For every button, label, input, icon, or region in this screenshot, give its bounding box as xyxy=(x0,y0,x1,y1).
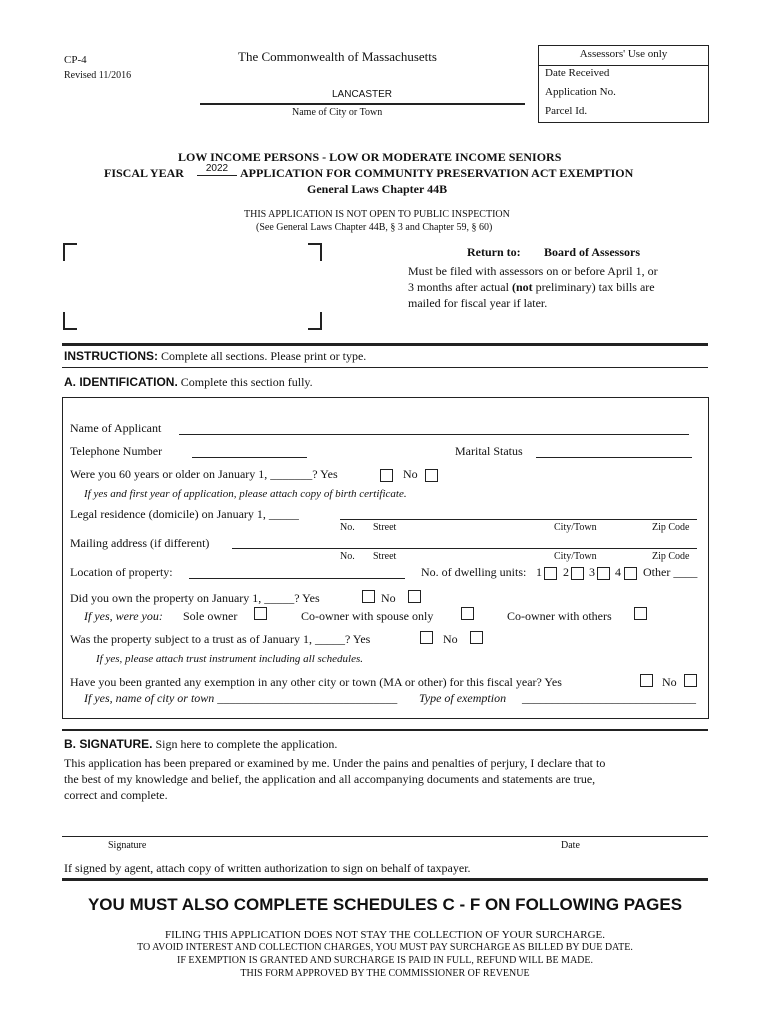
location-label: Location of property: xyxy=(70,565,173,579)
city-label: Name of City or Town xyxy=(292,107,383,118)
mail-addr-street-label: Street xyxy=(373,551,397,562)
exemption-no-label: No xyxy=(662,675,677,689)
mailing-address-field[interactable] xyxy=(232,548,697,549)
exemption-question: Have you been granted any exemption in any other city or town (MA or other) for this fiscal year? Yes xyxy=(70,675,562,689)
title-line-3: General Laws Chapter 44B xyxy=(307,182,448,196)
parcel-id-label: Parcel Id. xyxy=(545,105,588,117)
return-to-label: Return to: xyxy=(467,245,521,259)
unit-4-checkbox[interactable] xyxy=(624,567,637,580)
age-no-label: No xyxy=(403,467,418,481)
other-units-label: Other ____ xyxy=(643,565,698,579)
perjury-line-1: This application has been prepared or examined by me. Under the pains and penalties of perjury, I declare that to xyxy=(64,756,606,770)
name-of-applicant-field[interactable] xyxy=(179,434,689,435)
telephone-field[interactable] xyxy=(192,457,307,458)
age-yes-checkbox[interactable] xyxy=(380,469,393,482)
commonwealth-title: The Commonwealth of Massachusetts xyxy=(238,49,437,64)
notice-line-2: (See General Laws Chapter 44B, § 3 and Chapter 59, § 60) xyxy=(256,222,493,233)
trust-no-label: No xyxy=(443,632,458,646)
telephone-label: Telephone Number xyxy=(70,444,163,458)
footer-line-4: THIS FORM APPROVED BY THE COMMISSIONER OF REVENUE xyxy=(240,968,530,979)
schedules-notice: YOU MUST ALSO COMPLETE SCHEDULES C - F ON FOLLOWING PAGES xyxy=(87,895,683,914)
return-line-1: Must be filed with assessors on or before April 1, or xyxy=(408,264,658,278)
instructions-rule-top xyxy=(62,343,708,346)
assessors-use-box xyxy=(538,45,709,123)
sole-owner-checkbox[interactable] xyxy=(254,607,267,620)
footer-rule xyxy=(62,878,708,881)
mail-addr-no-label: No. xyxy=(340,551,355,562)
co-owner-others-checkbox[interactable] xyxy=(634,607,647,620)
co-owner-spouse-label: Co-owner with spouse only xyxy=(301,609,434,623)
signature-label: Signature xyxy=(108,840,147,851)
co-owner-others-label: Co-owner with others xyxy=(507,609,612,623)
age-question: Were you 60 years or older on January 1, _______? Yes xyxy=(70,467,338,481)
unit-4-label: 4 xyxy=(615,565,621,579)
legal-addr-no-label: No. xyxy=(340,522,355,533)
city-field-value[interactable]: LANCASTER xyxy=(332,89,393,100)
footer-line-1: FILING THIS APPLICATION DOES NOT STAY THE COLLECTION OF YOUR SURCHARGE. xyxy=(164,929,606,941)
section-b-heading: B. SIGNATURE. Sign here to complete the application. xyxy=(64,737,338,751)
agent-note: If signed by agent, attach copy of written authorization to sign on behalf of taxpayer. xyxy=(64,861,471,875)
unit-3-checkbox[interactable] xyxy=(597,567,610,580)
own-question: Did you own the property on January 1, _____? Yes xyxy=(70,591,320,605)
co-owner-spouse-checkbox[interactable] xyxy=(461,607,474,620)
location-field[interactable] xyxy=(189,578,405,579)
if-yes-were-you: If yes, were you: xyxy=(84,609,163,623)
section-a-heading: A. IDENTIFICATION. Complete this section fully. xyxy=(64,375,313,389)
unit-1-checkbox[interactable] xyxy=(544,567,557,580)
own-yes-checkbox[interactable] xyxy=(362,590,375,603)
form-id: CP-4 xyxy=(64,54,87,66)
unit-3-label: 3 xyxy=(589,565,595,579)
mail-addr-zip-label: Zip Code xyxy=(652,551,690,562)
fiscal-year-label: FISCAL YEAR xyxy=(104,166,184,180)
instructions-rule-bottom xyxy=(62,367,708,368)
legal-addr-zip-label: Zip Code xyxy=(652,522,690,533)
date-received-label: Date Received xyxy=(545,67,610,79)
return-line-3: mailed for fiscal year if later. xyxy=(408,296,548,310)
type-of-exemption-field[interactable]: _____________________________ xyxy=(522,691,696,705)
footer-line-2: TO AVOID INTEREST AND COLLECTION CHARGES, YOU MUST PAY SURCHARGE AS BILLED BY DUE DATE. xyxy=(137,942,633,953)
legal-addr-street-label: Street xyxy=(373,522,397,533)
notice-line-1: THIS APPLICATION IS NOT OPEN TO PUBLIC INSPECTION xyxy=(244,209,510,220)
name-of-applicant-label: Name of Applicant xyxy=(70,421,162,435)
trust-note: If yes, please attach trust instrument including all schedules. xyxy=(96,653,364,665)
unit-1-label: 1 xyxy=(536,565,542,579)
address-window-corner-tr xyxy=(308,243,322,261)
mail-addr-city-label: City/Town xyxy=(554,551,597,562)
age-no-checkbox[interactable] xyxy=(425,469,438,482)
own-no-checkbox[interactable] xyxy=(408,590,421,603)
perjury-line-3: correct and complete. xyxy=(64,788,168,802)
assessors-box-title: Assessors' Use only xyxy=(579,48,668,60)
trust-no-checkbox[interactable] xyxy=(470,631,483,644)
fiscal-year-field[interactable]: 2022 xyxy=(197,163,237,176)
sole-owner-label: Sole owner xyxy=(183,609,238,623)
legal-addr-city-label: City/Town xyxy=(554,522,597,533)
dwelling-units-label: No. of dwelling units: xyxy=(421,565,527,579)
return-to-value: Board of Assessors xyxy=(544,245,641,259)
exemption-yes-checkbox[interactable] xyxy=(640,674,653,687)
legal-residence-field[interactable] xyxy=(340,519,697,520)
address-window-corner-tl xyxy=(63,243,77,261)
city-underline xyxy=(200,103,525,105)
exemption-no-checkbox[interactable] xyxy=(684,674,697,687)
address-window-corner-bl xyxy=(63,312,77,330)
application-no-label: Application No. xyxy=(545,86,616,98)
instructions: INSTRUCTIONS: Complete all sections. Please print or type. xyxy=(64,349,367,363)
signature-line[interactable] xyxy=(62,836,708,837)
title-line-1: LOW INCOME PERSONS - LOW OR MODERATE INCOME SENIORS xyxy=(178,150,562,164)
revised-date: Revised 11/2016 xyxy=(64,70,132,81)
mailing-address-label: Mailing address (if different) xyxy=(70,536,210,550)
date-label: Date xyxy=(561,840,580,851)
section-b-rule xyxy=(62,729,708,731)
trust-yes-checkbox[interactable] xyxy=(420,631,433,644)
legal-residence-label: Legal residence (domicile) on January 1, _____ xyxy=(70,507,299,521)
marital-status-label: Marital Status xyxy=(455,444,523,458)
type-of-exemption-label: Type of exemption xyxy=(419,691,507,705)
address-window-corner-br xyxy=(308,312,322,330)
perjury-line-2: the best of my knowledge and belief, the application and all accompanying documents and statements are true, xyxy=(64,772,596,786)
unit-2-checkbox[interactable] xyxy=(571,567,584,580)
age-note: If yes and first year of application, please attach copy of birth certificate. xyxy=(84,488,407,500)
return-line-2: 3 months after actual (not preliminary) tax bills are xyxy=(408,280,655,294)
marital-status-field[interactable] xyxy=(536,457,692,458)
own-no-label: No xyxy=(381,591,396,605)
unit-2-label: 2 xyxy=(563,565,569,579)
footer-line-3: IF EXEMPTION IS GRANTED AND SURCHARGE IS PAID IN FULL, REFUND WILL BE MADE. xyxy=(176,955,594,966)
trust-question: Was the property subject to a trust as of January 1, _____? Yes xyxy=(70,632,371,646)
exemption-city-label: If yes, name of city or town ______________________________ xyxy=(84,691,398,705)
title-line-2: APPLICATION FOR COMMUNITY PRESERVATION ACT EXEMPTION xyxy=(240,166,634,180)
